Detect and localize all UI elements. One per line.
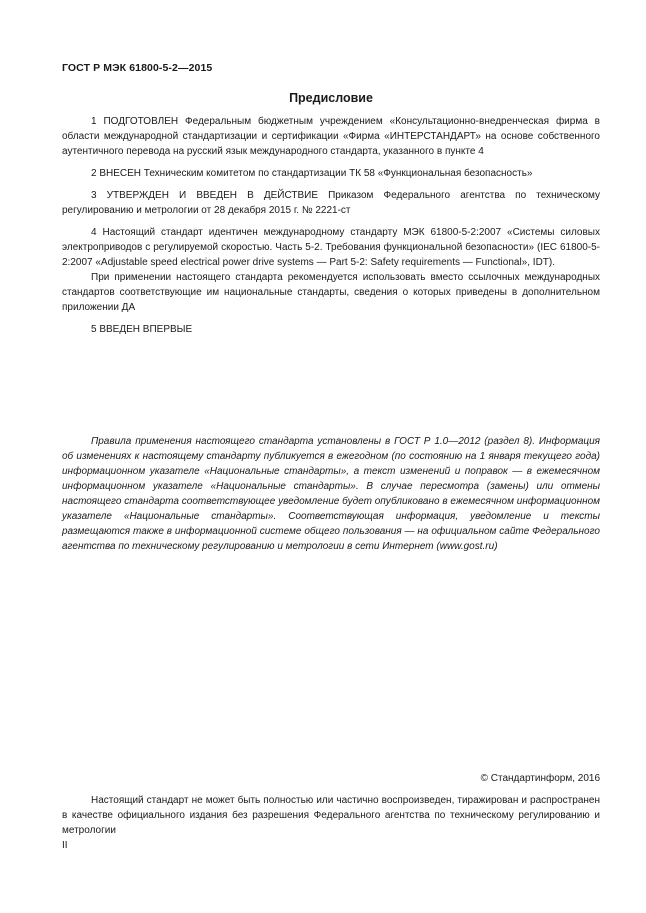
paragraph-approved: 3 УТВЕРЖДЕН И ВВЕДЕН В ДЕЙСТВИЕ Приказом Федерального агентства по техническому регулированию и метрологии от 28 декабря 2015 г. № 2221-ст [62,190,600,216]
paragraph-references: При применении настоящего стандарта рекомендуется использовать вместо ссылочных международных стандартов соответствующие им национальные стандарты, сведения о которых приведены в дополнительном приложении ДА [62,272,600,313]
foreword-body [62,114,600,337]
page-number: II [62,840,68,851]
usage-rules-notice: Правила применения настоящего стандарта установлены в ГОСТ Р 1.0—2012 (раздел 8). Информация об изменениях к настоящему стандарту публикуется в ежегодном (по состоянию на 1 января текущего года) информационном указателе «Национальные стандарты», а текст изменений и поправок — в ежемесячном информационном указателе «Национальные стандарты». В случае пересмотра (замены) или отмены настоящего стандарта соответствующее уведомление будет опубликовано в ежемесячном информационном указателе «Национальные стандарты». Соответствующая информация, уведомление и тексты размещаются также в информационной системе общего пользования — на официальном сайте Федерального агентства по техническому регулированию и метрологии в сети Интернет (www.gost.ru) [62,436,600,552]
paragraph-prepared: 1 ПОДГОТОВЛЕН Федеральным бюджетным учреждением «Консультационно-внедренческая фирма в области международной стандартизации и сертификации «Фирма «ИНТЕРСТАНДАРТ» на основе собственного аутентичного перевода на русский язык международного стандарта, указанного в пункте 4 [62,116,600,157]
reproduction-notice: Настоящий стандарт не может быть полностью или частично воспроизведен, тиражирован и распространен в качестве официального издания без разрешения Федерального агентства по техническому регулированию и метрологии [62,795,600,836]
document-code-header: ГОСТ Р МЭК 61800-5-2—2015 [62,62,213,74]
paragraph-introduced: 2 ВНЕСЕН Техническим комитетом по стандартизации ТК 58 «Функциональная безопасность» [91,168,533,179]
copyright-line: © Стандартинформ, 2016 [480,773,600,784]
paragraph-first-introduced: 5 ВВЕДЕН ВПЕРВЫЕ [91,324,193,335]
paragraph-identical: 4 Настоящий стандарт идентичен международному стандарту МЭК 61800-5-2:2007 «Системы силовых электроприводов с регулируемой скоростью. Часть 5-2. Требования функциональной безопасности» (IEC 61800-5-2:2007 «Adjustable speed electrical power drive systems — Part 5-2: Safety requirements — Functional», IDT). [62,227,600,268]
page-title: Предисловие [289,91,373,105]
